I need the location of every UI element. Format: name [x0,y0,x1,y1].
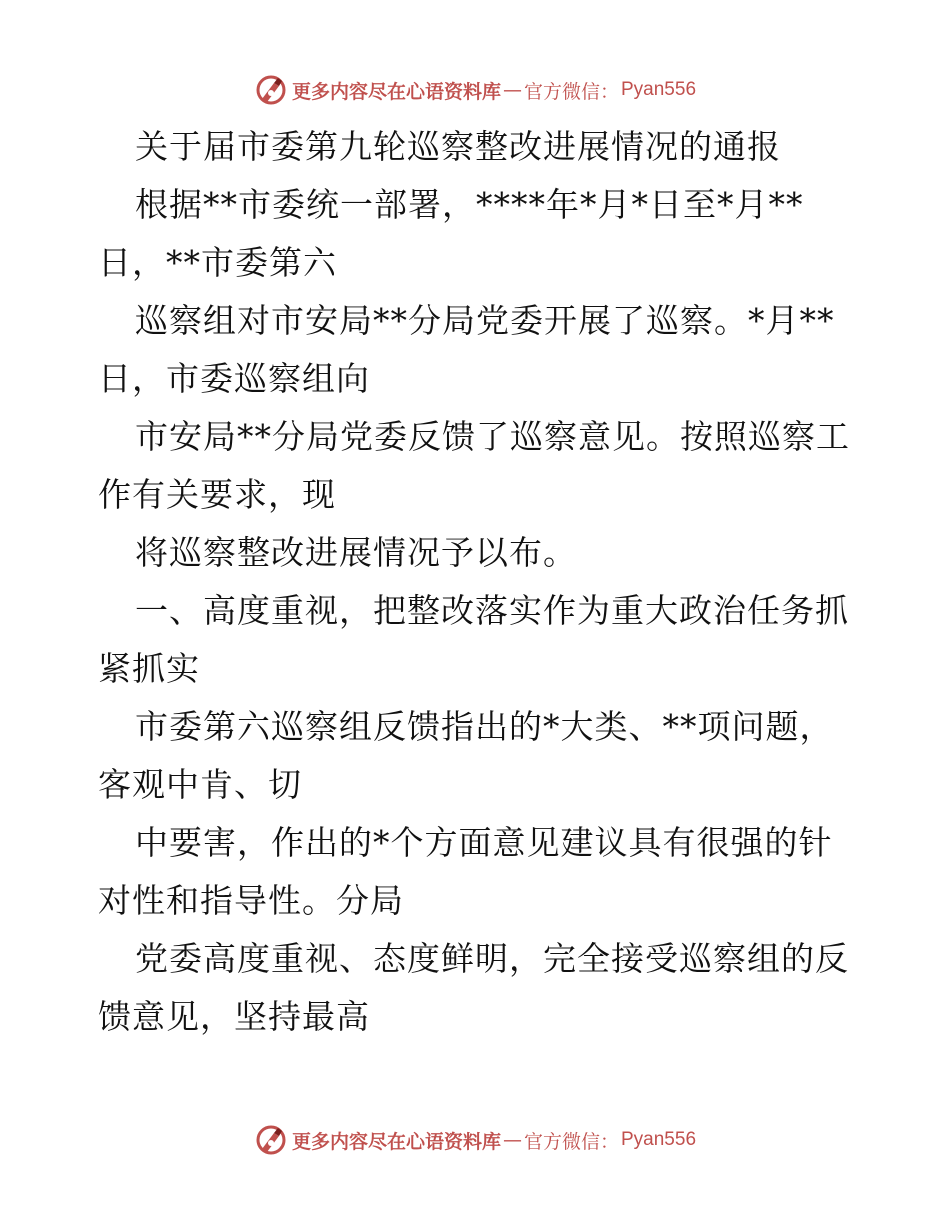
document-body [98,118,858,1046]
document-line: 对性和指导性。分局 [98,881,404,920]
document-line: 关于届市委第九轮巡察整改进展情况的通报 [135,127,781,166]
pen-logo-icon [254,1123,288,1157]
document-line: 客观中肯、切 [98,765,302,804]
document-line: 市委第六巡察组反馈指出的*大类、**项问题， [135,707,834,746]
header-banner [0,70,950,110]
document-line: 馈意见，坚持最高 [98,997,370,1036]
banner-wechat-label: 官方微信： [523,80,619,103]
document-line: 党委高度重视、态度鲜明，完全接受巡察组的反 [135,939,849,978]
pen-logo-icon [254,73,288,107]
document-line: 巡察组对市安局**分局党委开展了巡察。*月** [135,301,835,340]
document-line: 根据**市委统一部署，****年*月*日至*月** [135,185,804,224]
document-line: 一、高度重视，把整改落实作为重大政治任务抓 [135,591,849,630]
banner-wechat-id: Pyan556 [621,1129,697,1150]
banner-separator: — [502,79,522,101]
footer-banner [0,1120,950,1160]
document-line: 市安局**分局党委反馈了巡察意见。按照巡察工 [135,417,850,456]
document-line: 作有关要求，现 [98,475,336,514]
banner-wechat-id: Pyan556 [621,79,697,100]
banner-text: 更多内容尽在心语资料库 [291,80,501,103]
document-line: 日，**市委第六 [98,243,337,282]
document-line: 中要害，作出的*个方面意见建议具有很强的针 [135,823,833,862]
banner-separator: — [502,1129,522,1151]
document-line: 将巡察整改进展情况予以布。 [135,533,577,572]
banner-wechat-label: 官方微信： [523,1130,619,1153]
banner-text: 更多内容尽在心语资料库 [291,1130,501,1153]
document-line: 紧抓实 [98,649,200,688]
document-line: 日，市委巡察组向 [98,359,370,398]
